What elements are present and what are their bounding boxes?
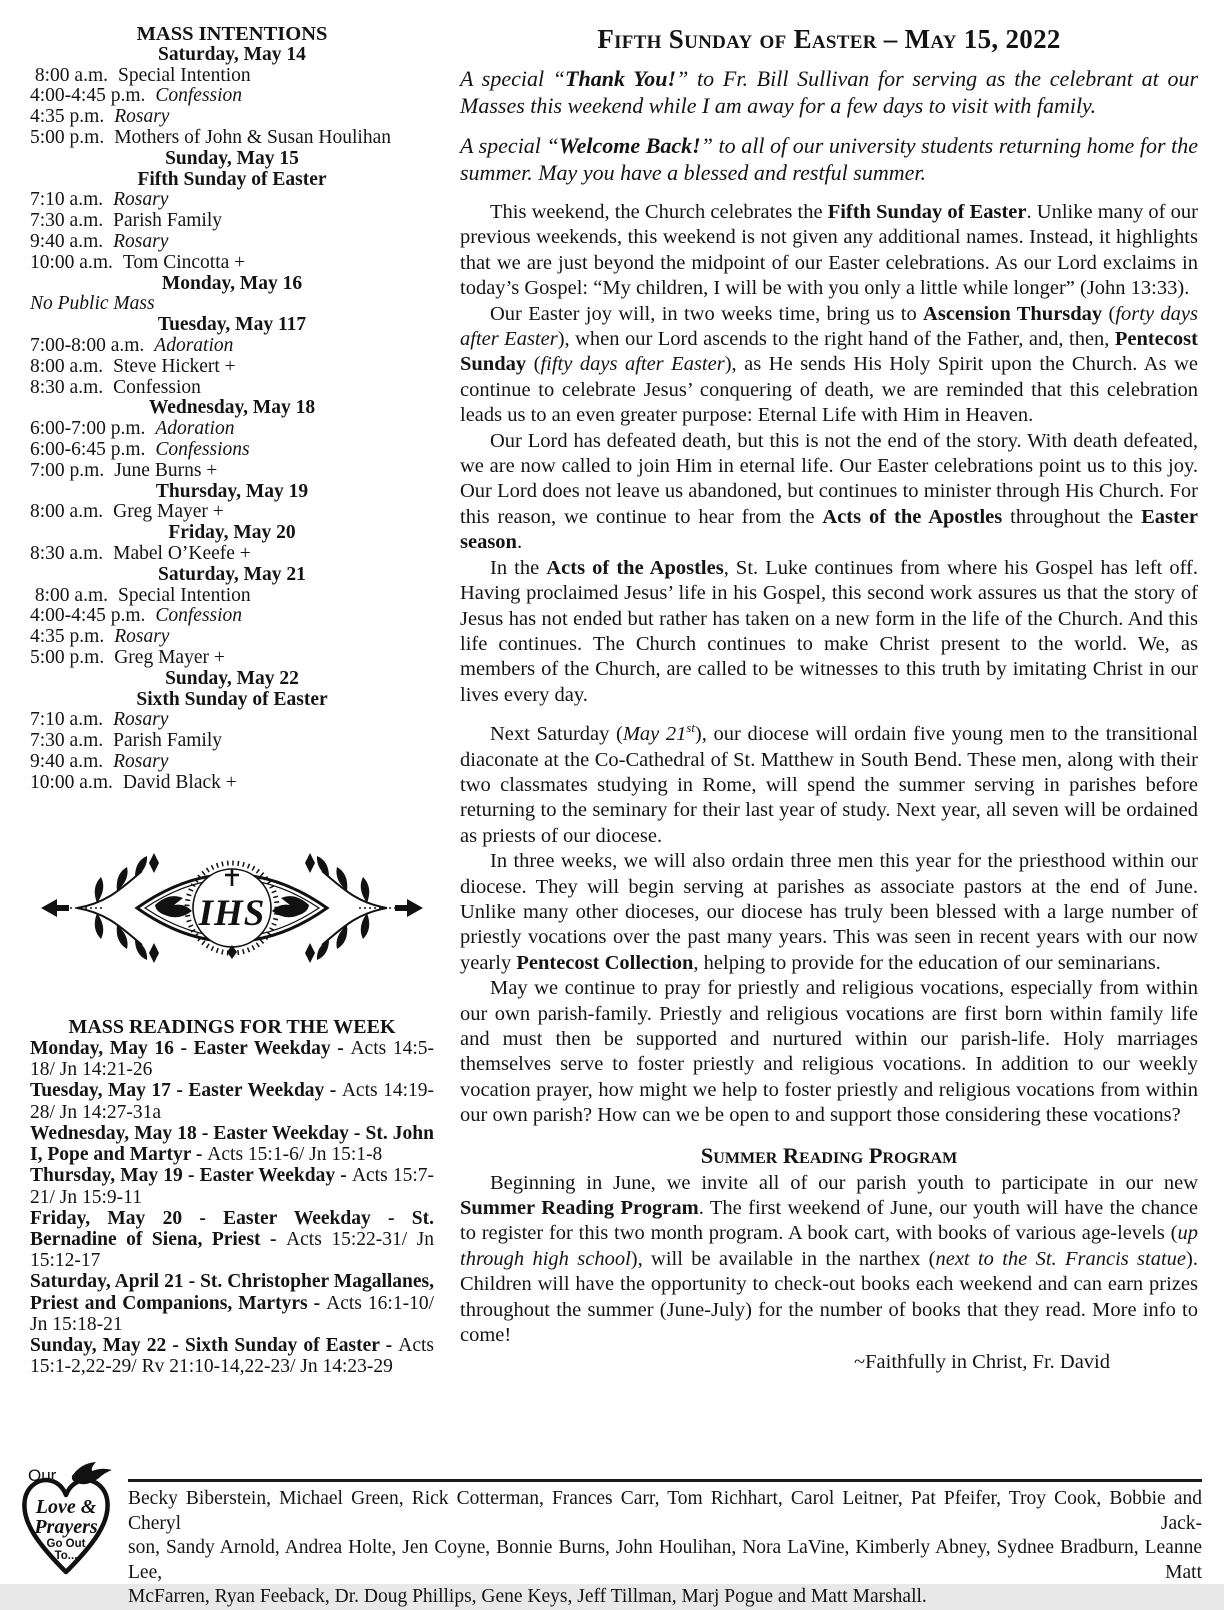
mass-intention-text: Tom Cincotta + xyxy=(122,251,246,273)
mass-intentions-row xyxy=(30,440,434,461)
mass-intentions-row xyxy=(30,731,434,752)
mass-intentions-row xyxy=(30,232,434,253)
article-paragraph: Our Easter joy will, in two weeks time, bring us to Ascension Thursday (forty days after Easter), when our Lord ascends to the right hand of the Father, and, then, Pentecost Sunday (fifty days after Easter), as He sends His Holy Spirit upon the Church. As we continue to celebrate Jesus’ conquering of death, we are reminded that this celebration leads us to an even greater purpose: Eternal Life with Him in Heaven. xyxy=(460,302,1198,427)
mass-intention-text: Sixth Sunday of Easter xyxy=(136,688,328,710)
mass-time: 9:40 a.m. xyxy=(30,230,104,252)
mass-intention-text: Rosary xyxy=(113,750,169,772)
mass-reading-item xyxy=(30,1038,434,1080)
article-paragraph: In the Acts of the Apostles, St. Luke continues from where his Gospel has left off. Having proclaimed Jesus’ life in his Gospel, this second work assures us that the story of Jesus has not ended but rather has taken on a new form in the life of the Church. And this life continues. The Church continues to make Christ present to the world. We, as members of the Church, are called to be witnesses to this truth by imitating Christ in our lives every day. xyxy=(460,556,1199,706)
mass-intentions-row xyxy=(30,149,434,170)
page-title: Fifth Sunday of Easter – May 15, 2022 xyxy=(597,24,1061,54)
mass-reading-item xyxy=(30,1271,434,1335)
prayer-names-line: McFarren, Ryan Feeback, Dr. Doug Phillips, Gene Keys, Jeff Tillman, Marj Pogue and Matt Marshall. xyxy=(128,1586,927,1608)
mass-time: 7:00-8:00 a.m. xyxy=(30,334,145,356)
mass-intentions-title: MASS INTENTIONS xyxy=(136,23,328,45)
reading-refs: Acts 14:19-28/ Jn 14:27-31a xyxy=(30,1080,434,1123)
mass-intention-text: Friday, May 20 xyxy=(168,522,296,544)
mass-intentions-row xyxy=(30,606,434,627)
left-flourish xyxy=(77,853,159,963)
mass-intention-text: Confession xyxy=(113,376,201,398)
mass-intention-text: Parish Family xyxy=(113,730,223,752)
mass-time: 10:00 a.m. xyxy=(30,251,113,273)
reading-day: Saturday, April 21 - St. Christopher Magallanes, Priest and Companions, Martyrs - xyxy=(30,1271,434,1314)
mass-intentions-row xyxy=(30,294,434,315)
article-paragraph: Next Saturday (May 21st), our diocese will ordain five young men to the transitional diaconate at the Co-Cathedral of St. Matthew in South Bend. These men, along with their two classmates studying in Rome, will spend the summer serving in parishes before returning to the seminary for their last year of study. Next year, all seven will be ordained as priests of our diocese. xyxy=(460,721,1198,847)
mass-time: 8:00 a.m. xyxy=(30,501,104,523)
mass-intentions-row xyxy=(30,690,434,711)
ihs-ornament-graphic xyxy=(36,833,428,983)
mass-time: 5:00 p.m. xyxy=(30,646,105,668)
article-paragraph: This weekend, the Church celebrates the Fifth Sunday of Easter. Unlike many of our previous weekends, this weekend is not given any additional names. Instead, it highlights that we are just beyond the midpoint of our Easter celebrations. As our Lord exclaims in today’s Gospel: “My children, I will be with you only a little while longer” (John 13:33). xyxy=(460,201,1198,300)
mass-intentions-row xyxy=(30,669,434,690)
article-paragraph: Our Lord has defeated death, but this is not the end of the story. With death defeated, we are now called to join Him in eternal life. Our Easter celebrations point us to this joy. Our Lord does not leave us abandoned, but continues to minister through His Church. For this reason, we continue to hear from the Acts of the Apostles throughout the Easter season. xyxy=(460,429,1199,554)
mass-intention-text: Tuesday, May 117 xyxy=(157,314,307,336)
mass-reading-item xyxy=(30,1080,434,1122)
mass-intention-text: Confession xyxy=(155,605,243,627)
mass-time: 4:00-4:45 p.m. xyxy=(30,605,146,627)
mass-intentions-row xyxy=(30,710,434,731)
mass-readings-section xyxy=(30,1017,434,1377)
mass-time: 4:35 p.m. xyxy=(30,106,105,128)
mass-intentions-row xyxy=(30,773,434,794)
mass-intention-text: Rosary xyxy=(113,709,169,731)
mass-intention-text: David Black + xyxy=(122,771,237,793)
reading-refs: Acts 16:1-10/ Jn 15:18-21 xyxy=(30,1292,434,1335)
mass-time: 6:00-6:45 p.m. xyxy=(30,438,146,460)
mass-intentions-row xyxy=(30,274,434,295)
mass-intentions-row xyxy=(30,502,434,523)
summer-reading-heading: Summer Reading Program xyxy=(700,1142,958,1168)
mass-intentions-row xyxy=(30,211,434,232)
prayer-names-line: son, Sandy Arnold, Andrea Holte, Jen Coyne, Bonnie Burns, John Houlihan, Nora LaVine, Kimberly Abney, Sydnee Bradburn, Leanne Lee, Matt xyxy=(128,1537,1202,1583)
mass-intentions-row xyxy=(30,128,434,149)
mass-intention-text: Monday, May 16 xyxy=(161,272,303,294)
mass-reading-item xyxy=(30,1123,434,1165)
reading-refs: Acts 15:22-31/ Jn 15:12-17 xyxy=(30,1228,434,1272)
reading-refs: Acts 14:5-18/ Jn 14:21-26 xyxy=(30,1038,435,1081)
mass-intentions-row xyxy=(30,544,434,565)
mass-intentions-list xyxy=(30,45,434,794)
mass-reading-item xyxy=(30,1335,434,1377)
article-paragraphs xyxy=(460,66,1198,1129)
mass-time: 8:30 a.m. xyxy=(30,542,104,564)
mass-intention-text: Wednesday, May 18 xyxy=(148,397,316,419)
mass-intention-text: No Public Mass xyxy=(30,293,155,315)
mass-time: 4:00-4:45 p.m. xyxy=(30,85,146,107)
reading-day: Wednesday, May 18 - Easter Weekday - St. John I, Pope and Martyr - xyxy=(30,1122,434,1166)
mass-intentions-row xyxy=(30,190,434,211)
article-column xyxy=(460,24,1198,1377)
article-paragraph: In three weeks, we will also ordain three men this year for the priesthood within our diocese. They will begin serving at parishes as associate pastors at the end of June. Unlike many other dioceses, our diocese has truly been blessed with a large number of priestly vocations over the past many years. This was seen in recent years with our now yearly Pentecost Collection, helping to provide for the education of our seminarians. xyxy=(460,850,1198,974)
mass-intentions-row xyxy=(30,357,434,378)
mass-time: 7:10 a.m. xyxy=(30,709,104,731)
mass-intention-text: Special Intention xyxy=(118,584,251,606)
mass-intention-text: June Burns + xyxy=(114,459,218,481)
mass-time: 7:30 a.m. xyxy=(30,730,104,752)
logo-our: Our xyxy=(28,1466,57,1485)
mass-intentions-row xyxy=(30,107,434,128)
love-prayers-logo xyxy=(14,1460,118,1578)
logo-prayers: Prayers xyxy=(34,1516,98,1538)
mass-intentions-row xyxy=(30,398,434,419)
pastor-signature: ~Faithfully in Christ, Fr. David xyxy=(854,1351,1110,1374)
mass-intentions-row xyxy=(30,336,434,357)
mass-intentions-row xyxy=(30,752,434,773)
reading-day: Tuesday, May 17 - Easter Weekday - xyxy=(30,1080,342,1102)
article-paragraph: A special “Thank You!” to Fr. Bill Sullivan for serving as the celebrant at our Masses this weekend while I am away for a few days to visit with family. xyxy=(460,66,1199,118)
mass-intention-text: Steve Hickert + xyxy=(113,355,236,377)
summer-paragraph: Beginning in June, we invite all of our parish youth to participate in our new Summer Reading Program. The first weekend of June, our youth will have the chance to register for this two month program. A book cart, with books of various age-levels (up through high school), will be available in the narthex (next to the St. Francis statue). Children will have the opportunity to check-out books each weekend and can earn prizes throughout the summer (June-July) for the number of books that they read. More info to come! xyxy=(460,1171,1198,1347)
mass-intention-text: Sunday, May 22 xyxy=(165,667,299,689)
mass-intention-text: Sunday, May 15 xyxy=(165,147,299,169)
mass-reading-item xyxy=(30,1165,434,1207)
mass-intentions-row xyxy=(30,565,434,586)
mass-intentions-row xyxy=(30,170,434,191)
mass-intentions-row xyxy=(30,378,434,399)
mass-intentions-row xyxy=(30,482,434,503)
reading-day: Sunday, May 22 - Sixth Sunday of Easter - xyxy=(30,1334,399,1356)
article-paragraph: A special “Welcome Back!” to all of our university students returning home for the summer. May you have a blessed and restful summer. xyxy=(460,133,1198,185)
mass-intention-text: Fifth Sunday of Easter xyxy=(137,168,327,190)
mass-intention-text: Saturday, May 14 xyxy=(158,43,306,65)
mass-readings-title: MASS READINGS FOR THE WEEK xyxy=(68,1016,396,1039)
mass-intentions-row xyxy=(30,45,434,66)
prayer-names-line: Becky Biberstein, Michael Green, Rick Cotterman, Frances Carr, Tom Richhart, Carol Leitner, Pat Pfeifer, Troy Cook, Bobbie and Cheryl Jack- xyxy=(128,1488,1202,1534)
mass-intentions-row xyxy=(30,86,434,107)
mass-time: 8:00 a.m. xyxy=(30,355,104,377)
ihs-monogram: IHS xyxy=(198,893,266,935)
mass-intention-text: Rosary xyxy=(113,230,169,252)
logo-goout: Go Out xyxy=(46,1538,86,1550)
mass-time: 7:00 p.m. xyxy=(30,459,105,481)
mass-intentions-row xyxy=(30,523,434,544)
mass-intention-text: Confession xyxy=(155,85,243,107)
mass-intention-text: Saturday, May 21 xyxy=(158,563,306,585)
mass-time: 7:10 a.m. xyxy=(30,189,104,211)
mass-intentions-row xyxy=(30,586,434,607)
mass-time: 4:35 p.m. xyxy=(30,626,105,648)
mass-time: 6:00-7:00 p.m. xyxy=(30,418,146,440)
mass-intention-text: Confessions xyxy=(155,438,250,460)
mass-time: 5:00 p.m. xyxy=(30,126,105,148)
mass-time: 8:30 a.m. xyxy=(30,376,104,398)
mass-intentions-row xyxy=(30,648,434,669)
reading-day: Thursday, May 19 - Easter Weekday - xyxy=(30,1165,352,1187)
mass-intentions-row xyxy=(30,315,434,336)
mass-intention-text: Adoration xyxy=(155,418,235,440)
two-column-layout xyxy=(30,24,1198,1377)
mass-intentions-row xyxy=(30,253,434,274)
mass-time: 8:00 a.m. xyxy=(30,64,108,86)
reading-refs: Acts 15:1-6/ Jn 15:1-8 xyxy=(207,1144,383,1166)
mass-intention-text: Special Intention xyxy=(118,64,251,86)
mass-readings-list xyxy=(30,1038,434,1377)
mass-intention-text: Thursday, May 19 xyxy=(155,480,309,502)
mass-intention-text: Mothers of John & Susan Houlihan xyxy=(114,126,391,148)
mass-intention-text: Mabel O’Keefe + xyxy=(113,542,251,564)
mass-intention-text: Rosary xyxy=(113,189,169,211)
prayer-names-block xyxy=(128,1479,1202,1610)
mass-intention-text: Rosary xyxy=(114,626,170,648)
ihs-ornament xyxy=(30,833,434,989)
mass-intention-text: Greg Mayer + xyxy=(114,646,225,668)
mass-time: 9:40 a.m. xyxy=(30,750,104,772)
mass-intentions-row xyxy=(30,461,434,482)
summer-paragraphs xyxy=(460,1171,1198,1349)
reading-refs: Acts 15:7-21/ Jn 15:9-11 xyxy=(30,1165,434,1208)
mass-intentions-row xyxy=(30,627,434,648)
mass-intention-text: Greg Mayer + xyxy=(113,501,224,523)
mass-reading-item xyxy=(30,1208,434,1272)
reading-day: Friday, May 20 - Easter Weekday - St. Bernadine of Siena, Priest - xyxy=(30,1207,434,1250)
article-paragraph: May we continue to pray for priestly and religious vocations, especially from within our own parish-family. Priestly and religious vocations are first born within family life and must then be supported and nurtured within our parish-life. Holy marriages themselves serve to foster priestly and religious vocations. In addition to our weekly vocation prayer, how might we help to foster priestly and religious vocations from within our own parish? How can we be open to and support those considering these vocations? xyxy=(460,977,1198,1127)
mass-intentions-row xyxy=(30,66,434,87)
reading-refs: Acts 15:1-2,22-29/ Rv 21:10-14,22-23/ Jn 14:23-29 xyxy=(30,1334,434,1378)
mass-time: 8:00 a.m. xyxy=(30,584,108,606)
dove-icon xyxy=(72,1462,112,1484)
mass-intention-text: Rosary xyxy=(114,106,170,128)
mass-intention-text: Adoration xyxy=(154,334,234,356)
left-column xyxy=(30,24,434,1377)
logo-love: Love & xyxy=(35,1496,97,1518)
mass-intention-text: Parish Family xyxy=(113,210,223,232)
mass-time: 7:30 a.m. xyxy=(30,210,104,232)
prayer-list-footer xyxy=(14,1452,1202,1610)
logo-to: To... xyxy=(54,1550,78,1562)
mass-time: 10:00 a.m. xyxy=(30,771,113,793)
reading-day: Monday, May 16 - Easter Weekday - xyxy=(30,1038,351,1060)
mass-intentions-row xyxy=(30,419,434,440)
